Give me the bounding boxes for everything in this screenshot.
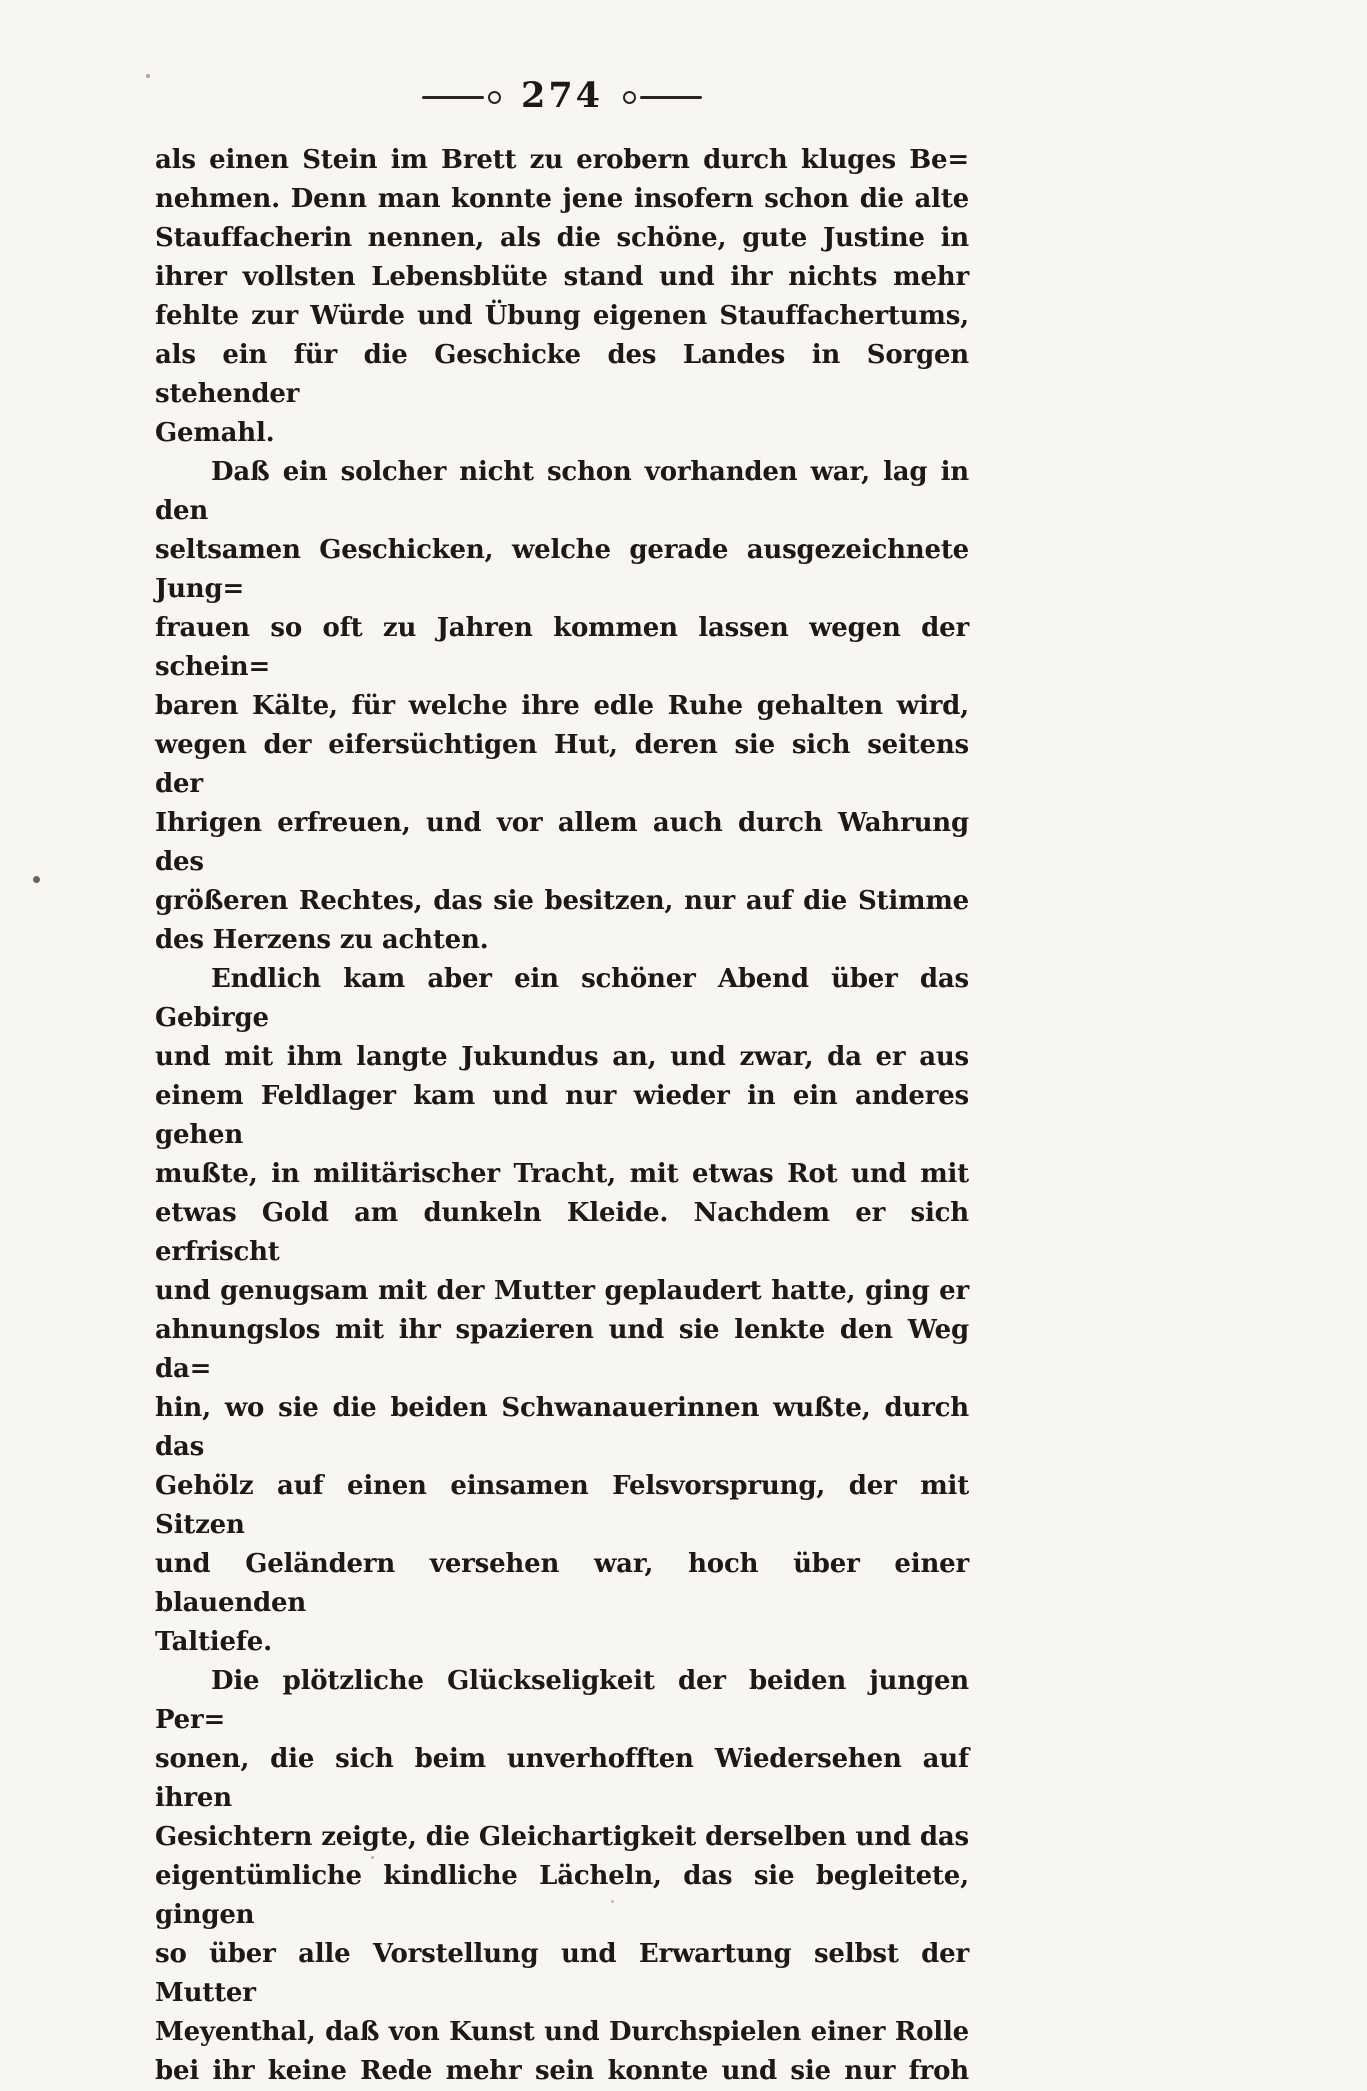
text-line: als ein für die Geschicke des Landes in Sorgen stehender: [155, 340, 969, 409]
text-line: seltsamen Geschicken, welche gerade ausgezeichnete Jung=: [155, 535, 969, 604]
text-line: als einen Stein im Brett zu erobern durch kluges Be=: [155, 145, 969, 175]
paragraph: [155, 1662, 969, 2091]
text-line: Ihrigen erfreuen, und vor allem auch durch Wahrung des: [155, 808, 969, 877]
text-line: frauen so oft zu Jahren kommen lassen wegen der schein=: [155, 613, 969, 682]
text-line: etwas Gold am dunkeln Kleide. Nachdem er sich erfrischt: [155, 1198, 969, 1267]
text-line: größeren Rechtes, das sie besitzen, nur auf die Stimme: [155, 886, 969, 916]
ornament-rule-left-icon: [422, 96, 484, 99]
text-line: wegen der eifersüchtigen Hut, deren sie sich seitens der: [155, 730, 969, 799]
ink-speck: [33, 876, 40, 883]
text-line: eigentümliche kindliche Lächeln, das sie begleitete, gingen: [155, 1861, 969, 1930]
text-line: nehmen. Denn man konnte jene insofern schon die alte: [155, 184, 969, 214]
page-number: 274: [520, 75, 604, 116]
text-line: und genugsam mit der Mutter geplaudert hatte, ging er: [155, 1276, 969, 1306]
text-line: und Geländern versehen war, hoch über einer blauenden: [155, 1549, 969, 1618]
text-line: und mit ihm langte Jukundus an, und zwar, da er aus: [155, 1042, 969, 1072]
paragraph: [155, 960, 969, 1662]
text-line: Gehölz auf einen einsamen Felsvorsprung, der mit Sitzen: [155, 1471, 969, 1540]
paragraph: [155, 141, 969, 453]
ornament-ring-left-icon: [488, 91, 501, 104]
text-line: fehlte zur Würde und Übung eigenen Stauffachertums,: [155, 301, 969, 331]
text-line: ahnungslos mit ihr spazieren und sie lenkte den Weg da=: [155, 1315, 969, 1384]
text-line: Taltiefe.: [155, 1627, 272, 1657]
text-line: sonen, die sich beim unverhofften Wiedersehen auf ihren: [155, 1744, 969, 1813]
ornament-ring-right-icon: [623, 91, 636, 104]
text-line: Gemahl.: [155, 418, 275, 448]
text-line: Endlich kam aber ein schöner Abend über das Gebirge: [155, 964, 969, 1033]
text-line: bei ihr keine Rede mehr sein konnte und sie nur froh: [155, 2056, 969, 2086]
text-line: einem Feldlager kam und nur wieder in ein anderes gehen: [155, 1081, 969, 1150]
ink-speck: [611, 1900, 614, 1903]
text-line: des Herzens zu achten.: [155, 925, 489, 955]
text-line: hin, wo sie die beiden Schwanauerinnen wußte, durch das: [155, 1393, 969, 1462]
page-header: [155, 75, 969, 116]
text-line: Die plötzliche Glückseligkeit der beiden jungen Per=: [155, 1666, 969, 1735]
text-line: so über alle Vorstellung und Erwartung selbst der Mutter: [155, 1939, 969, 2008]
text-line: mußte, in militärischer Tracht, mit etwas Rot und mit: [155, 1159, 969, 1189]
ink-speck: [146, 74, 150, 78]
text-block: [155, 141, 969, 2091]
text-line: baren Kälte, für welche ihre edle Ruhe gehalten wird,: [155, 691, 969, 721]
text-line: Daß ein solcher nicht schon vorhanden war, lag in den: [155, 457, 969, 526]
paragraph: [155, 453, 969, 960]
ornament-rule-right-icon: [640, 96, 702, 99]
text-line: Meyenthal, daß von Kunst und Durchspielen einer Rolle: [155, 2017, 969, 2047]
text-line: Gesichtern zeigte, die Gleichartigkeit derselben und das: [155, 1822, 969, 1852]
ink-speck: [371, 1856, 374, 1859]
text-line: ihrer vollsten Lebensblüte stand und ihr nichts mehr: [155, 262, 969, 292]
text-line: Stauffacherin nennen, als die schöne, gute Justine in: [155, 223, 969, 253]
